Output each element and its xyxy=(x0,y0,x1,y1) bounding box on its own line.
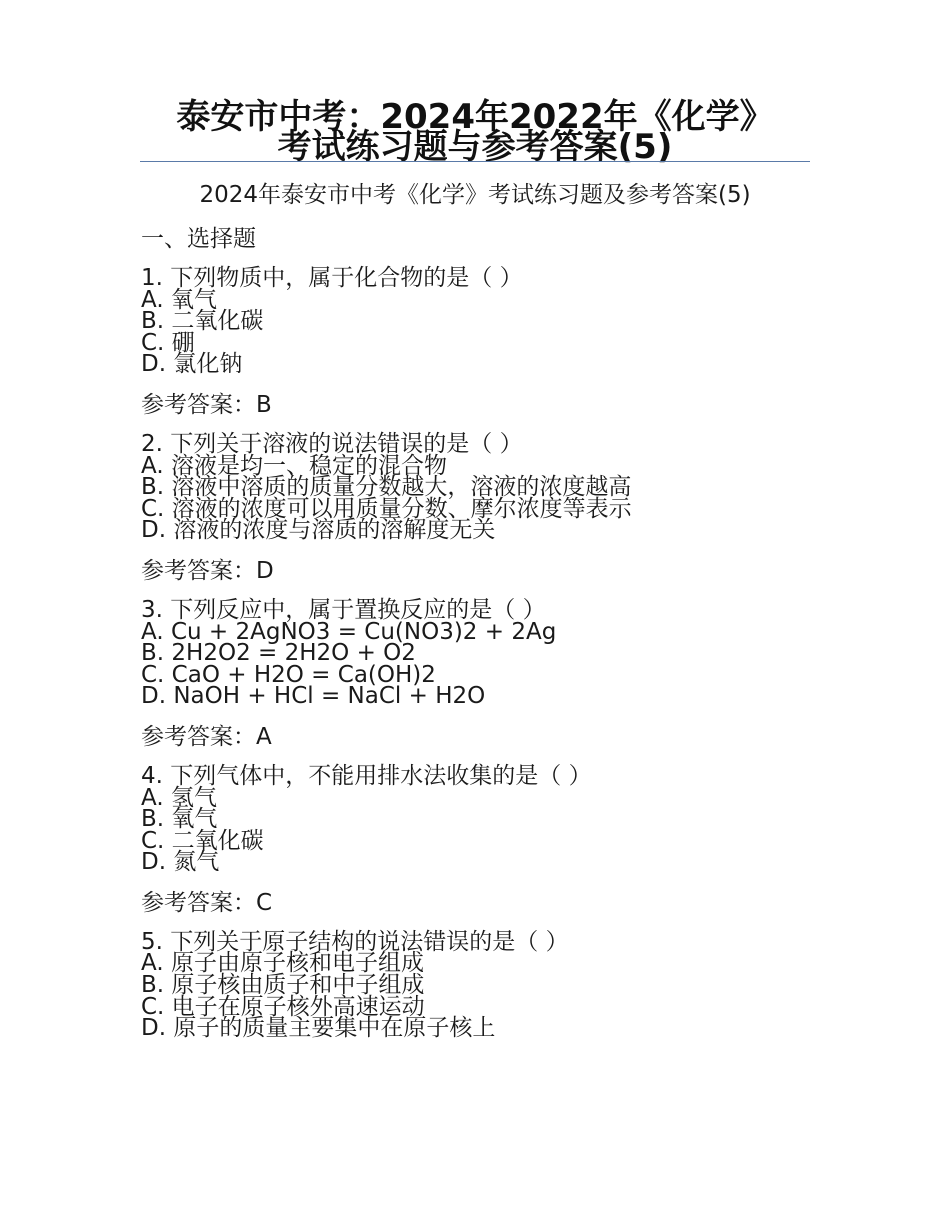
question-option: D. NaOH + HCl = NaCl + H2O xyxy=(141,683,486,710)
question-3 xyxy=(141,596,841,710)
question-option: D. 溶液的浓度与溶质的溶解度无关 xyxy=(141,517,496,544)
answer-2: 参考答案：D xyxy=(141,557,274,584)
question-option: C. 二氧化碳 xyxy=(141,827,264,854)
title-underline xyxy=(140,161,810,162)
question-stem: 5. 下列关于原子结构的说法错误的是（ ） xyxy=(141,928,569,955)
question-stem: 4. 下列气体中，不能用排水法收集的是（ ） xyxy=(141,762,592,789)
question-option: D. 原子的质量主要集中在原子核上 xyxy=(141,1015,496,1042)
question-option: D. 氯化钠 xyxy=(141,351,243,378)
answer-4: 参考答案：C xyxy=(141,889,273,916)
answer-3: 参考答案：A xyxy=(141,723,272,750)
question-5 xyxy=(141,928,841,1042)
section-heading: 一、选择题 xyxy=(141,226,256,252)
document-title xyxy=(140,97,810,167)
question-option: B. 氧气 xyxy=(141,806,218,833)
question-option: A. 溶液是均一、稳定的混合物 xyxy=(141,452,447,479)
question-stem: 1. 下列物质中，属于化合物的是（ ） xyxy=(141,265,523,291)
question-option: C. 硼 xyxy=(141,329,195,356)
question-option: D. 氮气 xyxy=(141,849,220,876)
question-option: B. 二氧化碳 xyxy=(141,308,264,335)
question-stem: 2. 下列关于溶液的说法错误的是（ ） xyxy=(141,430,523,457)
answer-1: 参考答案：B xyxy=(141,391,272,418)
document-subtitle: 2024年泰安市中考《化学》考试练习题及参考答案(5) xyxy=(199,182,751,208)
question-option: A. 氢气 xyxy=(141,784,217,811)
question-option: A. 氧气 xyxy=(141,286,217,313)
question-option: A. 原子由原子核和电子组成 xyxy=(141,950,424,977)
question-4 xyxy=(141,762,841,876)
question-1 xyxy=(141,265,841,378)
question-option: B. 溶液中溶质的质量分数越大，溶液的浓度越高 xyxy=(141,474,632,501)
document-title-line-1: 泰安市中考：2024年2022年《化学》 xyxy=(176,97,774,137)
document-body xyxy=(141,224,841,1054)
document-title-line-2: 考试练习题与参考答案(5) xyxy=(277,127,673,167)
question-option: A. Cu + 2AgNO3 = Cu(NO3)2 + 2Ag xyxy=(141,618,557,645)
question-option: C. 电子在原子核外高速运动 xyxy=(141,993,425,1020)
question-option: B. 原子核由质子和中子组成 xyxy=(141,972,425,999)
question-option: C. CaO + H2O = Ca(OH)2 xyxy=(141,661,436,688)
question-option: B. 2H2O2 = 2H2O + O2 xyxy=(141,640,416,667)
question-2 xyxy=(141,430,841,544)
question-stem: 3. 下列反应中，属于置换反应的是（ ） xyxy=(141,596,546,623)
question-option: C. 溶液的浓度可以用质量分数、摩尔浓度等表示 xyxy=(141,495,632,522)
